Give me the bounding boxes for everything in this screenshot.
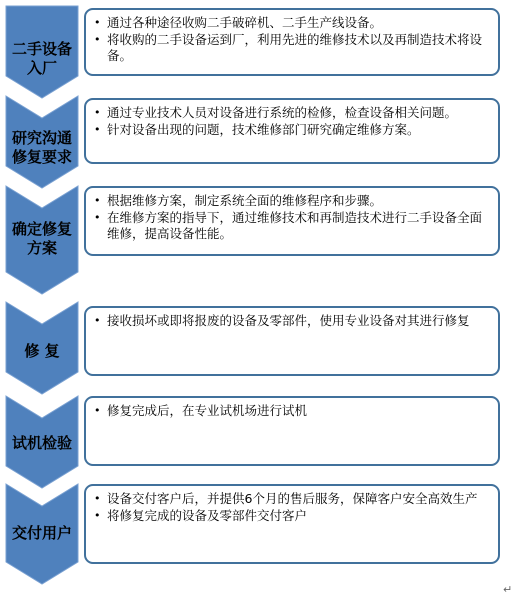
bullet-list — [94, 193, 490, 242]
bullet-list — [94, 313, 490, 329]
bullet-text: 修复完成后，在专业试机场进行试机 — [107, 403, 308, 418]
bullet-list — [94, 403, 490, 419]
bullet-text: 通过各种途径收购二手破碎机、二手生产线设备。 — [107, 15, 383, 30]
step-label: 研究沟通 修复要求 — [11, 129, 72, 166]
bullet-dot-icon: • — [94, 123, 101, 136]
bullet-text: 通过专业技术人员对设备进行系统的检修，检查设备相关问题。 — [107, 105, 458, 120]
bullet-list — [94, 491, 490, 524]
bullet-dot-icon: • — [94, 492, 101, 505]
bullet-item — [94, 32, 490, 64]
bullet-dot-icon: • — [94, 106, 101, 119]
bullet-text: 根据维修方案，制定系统全面的维修程序和步骤。 — [107, 193, 383, 208]
bullet-text: 接收损坏或即将报废的设备及零部件，使用专业设备对其进行修复 — [107, 313, 470, 328]
bullet-dot-icon: • — [94, 194, 101, 207]
bullet-text: 在维修方案的指导下，通过维修技术和再制造技术进行二手设备全面维修，提高设备性能。 — [107, 210, 483, 241]
bullet-dot-icon: • — [94, 509, 101, 522]
bullet-item — [94, 491, 490, 507]
bullet-list — [94, 15, 490, 64]
bullet-text: 将收购的二手设备运到厂，利用先进的维修技术以及再制造技术将设备。 — [107, 32, 483, 63]
bullet-item — [94, 313, 490, 329]
bullet-text: 针对设备出现的问题，技术维修部门研究确定维修方案。 — [107, 122, 420, 137]
bullet-item — [94, 210, 490, 242]
bullet-dot-icon: • — [94, 314, 101, 327]
bullet-list — [94, 105, 490, 138]
bullet-item — [94, 193, 490, 209]
step-chevron — [6, 396, 78, 488]
paragraph-mark: ↵ — [503, 583, 513, 596]
bullet-text: 设备交付客户后，并提供6个月的售后服务，保障客户安全高效生产 — [107, 491, 478, 506]
step-label: 修 复 — [24, 342, 60, 360]
step-description-box — [84, 306, 500, 376]
step-label: 交付用户 — [11, 524, 72, 542]
bullet-dot-icon: • — [94, 404, 101, 417]
bullet-dot-icon: • — [94, 211, 101, 224]
bullet-item — [94, 122, 490, 138]
step-label: 确定修复 方案 — [11, 220, 72, 257]
bullet-item — [94, 508, 490, 524]
step-chevron — [6, 96, 78, 188]
step-label: 试机检验 — [11, 434, 72, 452]
step-description-box — [84, 186, 500, 256]
bullet-item — [94, 403, 490, 419]
step-chevron — [6, 302, 78, 394]
step-chevron — [6, 186, 78, 294]
step-chevron — [6, 484, 78, 584]
bullet-dot-icon: • — [94, 33, 101, 46]
step-label: 二手设备 入厂 — [11, 40, 72, 77]
step-description-box — [84, 8, 500, 76]
bullet-item — [94, 15, 490, 31]
step-description-box — [84, 98, 500, 164]
bullet-text: 将修复完成的设备及零部件交付客户 — [107, 508, 308, 523]
step-description-box — [84, 396, 500, 466]
bullet-item — [94, 105, 490, 121]
bullet-dot-icon: • — [94, 16, 101, 29]
step-chevron — [6, 6, 78, 98]
step-description-box — [84, 484, 500, 564]
